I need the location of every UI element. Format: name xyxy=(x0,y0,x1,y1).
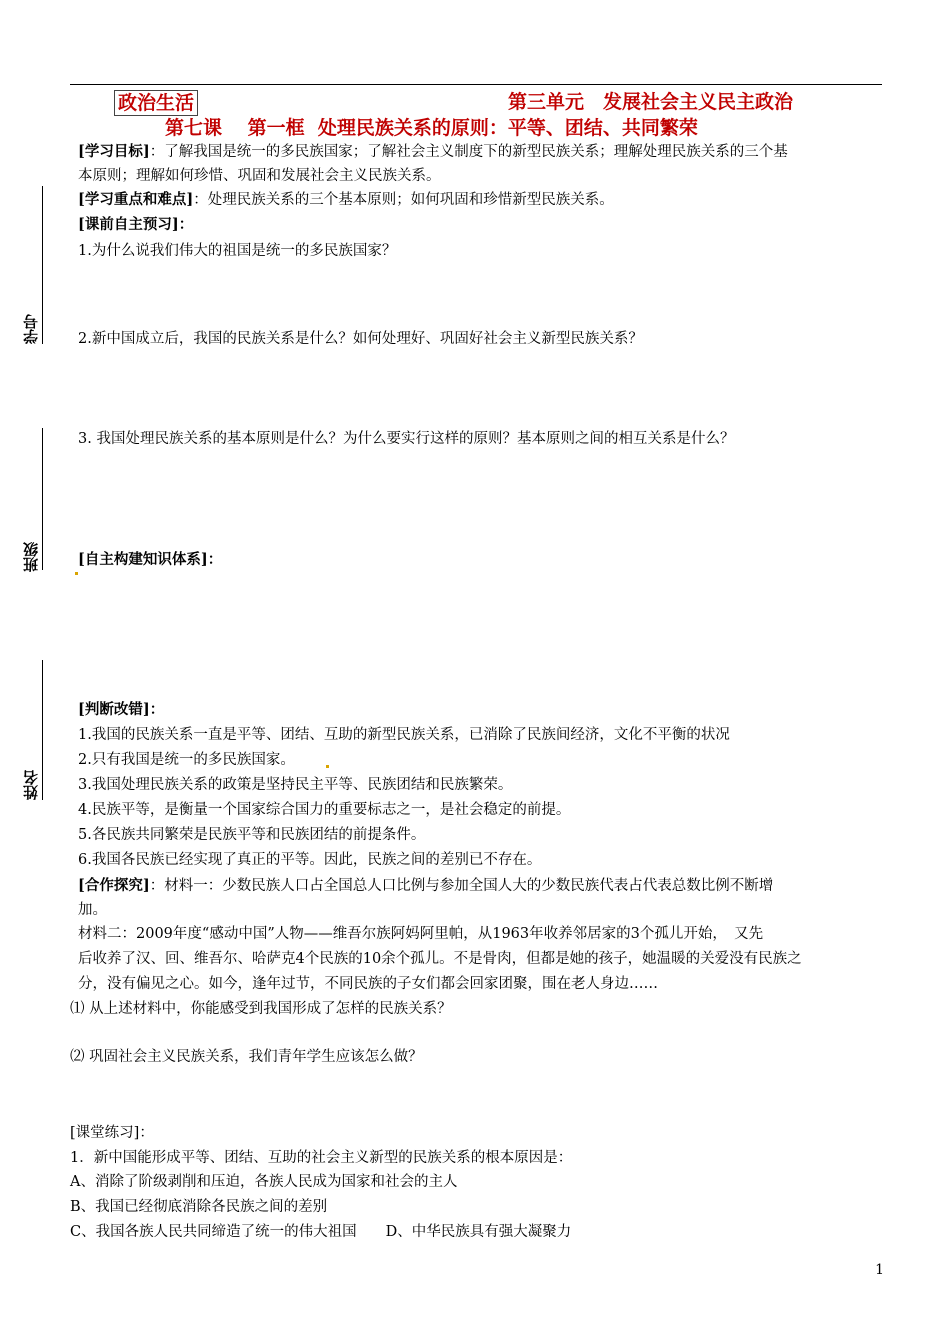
key-points xyxy=(78,190,614,210)
student-no-label: 学号 xyxy=(22,314,40,344)
learning-goals-cont: 本原则；理解如何珍惜、巩固和发展社会主义民族关系。 xyxy=(78,168,441,184)
explore-material-1-cont: 加。 xyxy=(78,902,107,918)
judge-item-2: 2.只有我国是统一的多民族国家。 xyxy=(78,752,295,768)
knowledge-heading: [自主构建知识体系]： xyxy=(78,551,223,568)
class-label: 班级 xyxy=(22,542,40,572)
learning-goals-label: [学习目标] xyxy=(78,143,150,160)
page-number: 1 xyxy=(875,1262,884,1278)
judge-heading: [判断改错]： xyxy=(78,701,165,718)
header-rule xyxy=(70,84,882,85)
explore-question-1: ⑴ 从上述材料中，你能感受到我国形成了怎样的民族关系？ xyxy=(70,1001,452,1017)
key-points-text: ：处理民族关系的三个基本原则；如何巩固和珍惜新型民族关系。 xyxy=(193,192,614,208)
practice-option-a: A、消除了阶级剥削和压迫，各族人民成为国家和社会的主人 xyxy=(70,1174,458,1190)
unit-title: 第三单元 发展社会主义民主政治 xyxy=(508,91,794,113)
judge-item-4: 4.民族平等，是衡量一个国家综合国力的重要标志之一，是社会稳定的前提。 xyxy=(78,802,571,818)
judge-item-5: 5.各民族共同繁荣是民族平等和民族团结的前提条件。 xyxy=(78,827,426,843)
preview-question-1: 1.为什么说我们伟大的祖国是统一的多民族国家？ xyxy=(78,243,397,259)
explore-label: [合作探究] xyxy=(78,877,150,894)
judge-item-3: 3.我国处理民族关系的政策是坚持民主平等、民族团结和民族繁荣。 xyxy=(78,777,513,793)
preview-heading: [课前自主预习]： xyxy=(78,216,194,233)
learning-goals xyxy=(78,142,788,162)
lesson-title: 第七课 第一框 处理民族关系的原则：平等、团结、共同繁荣 xyxy=(165,117,698,139)
practice-option-c-d: C、我国各族人民共同缔造了统一的伟大祖国 D、中华民族具有强大凝聚力 xyxy=(70,1224,572,1240)
judge-item-6: 6.我国各民族已经实现了真正的平等。因此，民族之间的差别已不存在。 xyxy=(78,852,542,868)
explore-material-2-line-3: 分，没有偏见之心。如今，逢年过节，不同民族的子女们都会回家团聚，围在老人身边…… xyxy=(78,976,658,992)
mark-dot xyxy=(75,572,78,575)
preview-question-2: 2.新中国成立后，我国的民族关系是什么？如何处理好、巩固好社会主义新型民族关系？ xyxy=(78,331,643,347)
judge-item-1: 1.我国的民族关系一直是平等、团结、互助的新型民族关系，已消除了民族间经济，文化不平衡的状况 xyxy=(78,727,730,743)
learning-goals-text: ：了解我国是统一的多民族国家；了解社会主义制度下的新型民族关系；理解处理民族关系的三个基 xyxy=(149,144,788,160)
explore-question-2: ⑵ 巩固社会主义民族关系，我们青年学生应该怎么做？ xyxy=(70,1049,423,1065)
practice-question-1: 1．新中国能形成平等、团结、互助的社会主义新型的民族关系的根本原因是： xyxy=(70,1150,573,1166)
practice-option-b: B、我国已经彻底消除各民族之间的差别 xyxy=(70,1199,328,1215)
mark-dot xyxy=(326,765,329,768)
explore-material-2-line-1: 材料二：2009年度“感动中国”人物——维吾尔族阿妈阿里帕，从1963年收养邻居家的3个孤儿开始， 又先 xyxy=(78,926,764,942)
subject-title: 政治生活 xyxy=(114,90,198,116)
practice-heading: [课堂练习]： xyxy=(70,1125,154,1141)
key-points-label: [学习重点和难点] xyxy=(78,191,194,208)
preview-question-3: 3. 我国处理民族关系的基本原则是什么？为什么要实行这样的原则？基本原则之间的相互关系是什么？ xyxy=(78,431,735,447)
explore-material-2-line-2: 后收养了汉、回、维吾尔、哈萨克4个民族的10余个孤儿。不是骨肉，但都是她的孩子，她温暖的关爱没有民族之 xyxy=(78,951,802,967)
name-label: 姓名 xyxy=(22,770,40,800)
explore-material-1: [合作探究]：材料一：少数民族人口占全国总人口比例与参加全国人大的少数民族代表占代表总数比例不断增 xyxy=(78,877,774,894)
